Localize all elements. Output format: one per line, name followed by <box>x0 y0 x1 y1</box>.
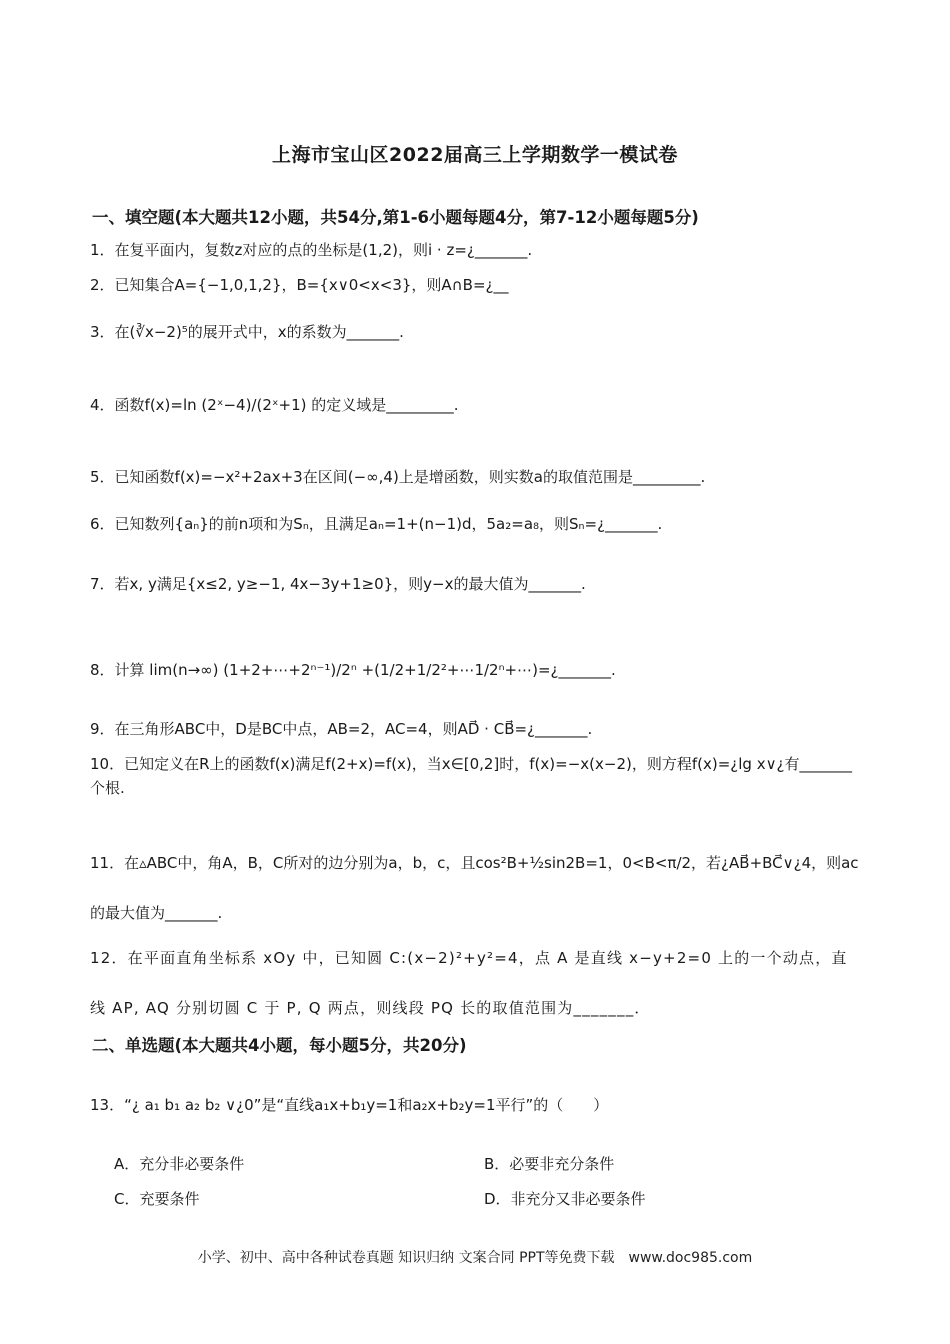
option-a: A．充分非必要条件 <box>114 1155 245 1173</box>
question-4: 4．函数f(x)=ln (2ˣ−4)/(2ˣ+1) 的定义域是_________. <box>90 396 459 414</box>
section-heading-fill-in: 一、填空题(本大题共12小题，共54分,第1-6小题每题4分，第7-12小题每题5分) <box>92 208 699 227</box>
option-c: C．充要条件 <box>114 1190 200 1208</box>
page-footer: 小学、初中、高中各种试卷真题 知识归纳 文案合同 PPT等免费下载 www.doc985.com <box>197 1250 753 1266</box>
question-3: 3．在(∛x−2)⁵的展开式中，x的系数为_______. <box>90 323 404 341</box>
question-5: 5．已知函数f(x)=−x²+2ax+3在区间(−∞,4)上是增函数，则实数a的取值范围是_________. <box>90 468 706 486</box>
option-d: D．非充分又非必要条件 <box>484 1190 646 1208</box>
question-9: 9．在三角形ABC中，D是BC中点，AB=2，AC=4，则AD⃗ · CB⃗=¿_______. <box>90 720 593 738</box>
question-11: 11．在▵ABC中，角A，B，C所对的边分别为a，b，c，且cos²B+½sin2B=1，0<B<π/2，若¿AB⃗+BC⃗∨¿4，则ac的最大值为_______. <box>90 854 859 922</box>
question-1: 1．在复平面内，复数z对应的点的坐标是(1,2)，则i · z=¿_______. <box>90 241 533 259</box>
page-title: 上海市宝山区2022届高三上学期数学一模试卷 <box>272 144 678 166</box>
option-b: B．必要非充分条件 <box>484 1155 615 1173</box>
question-2: 2．已知集合A={−1,0,1,2}，B={x∨0<x<3}，则A∩B=¿__ <box>90 276 509 294</box>
question-8: 8．计算 lim(n→∞) (1+2+⋯+2ⁿ⁻¹)/2ⁿ +(1/2+1/2²+⋯1/2ⁿ+⋯)=¿_______. <box>90 661 616 679</box>
question-7: 7．若x, y满足{x≤2, y≥−1, 4x−3y+1≥0}，则y−x的最大值为_______. <box>90 575 586 593</box>
question-13: 13．“¿ a₁ b₁ a₂ b₂ ∨¿0”是“直线a₁x+b₁y=1和a₂x+b₂y=1平行”的（ ） <box>90 1096 609 1114</box>
question-12: 12．在平面直角坐标系 xOy 中，已知圆 C:(x−2)²+y²=4，点 A 是直线 x−y+2=0 上的一个动点，直线 AP, AQ 分别切圆 C 于 P, Q 两点，则线段 PQ 长的取值范围为_______． <box>90 949 848 1017</box>
question-6: 6．已知数列{aₙ}的前n项和为Sₙ，且满足aₙ=1+(n−1)d，5a₂=a₈，则Sₙ=¿_______. <box>90 515 663 533</box>
section-heading-multiple-choice: 二、单选题(本大题共4小题，每小题5分，共20分) <box>92 1036 467 1055</box>
question-10: 10．已知定义在R上的函数f(x)满足f(2+x)=f(x)，当x∈[0,2]时，f(x)=−x(x−2)，则方程f(x)=¿lg x∨¿有_______个根. <box>90 755 853 797</box>
